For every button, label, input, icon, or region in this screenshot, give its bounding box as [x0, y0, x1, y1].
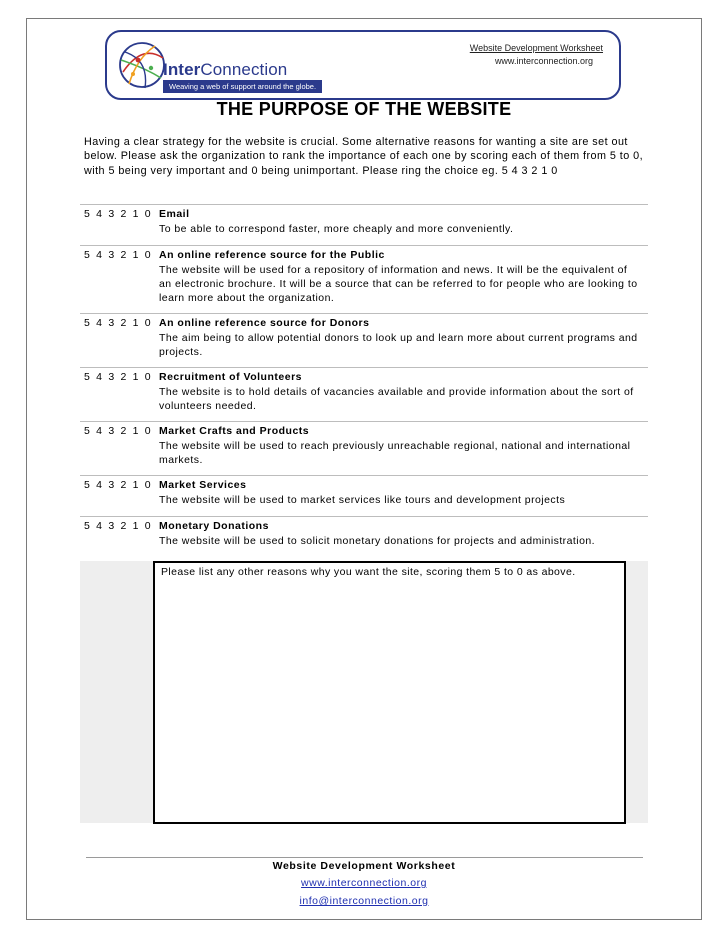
reason-row-email — [80, 204, 648, 239]
footer-divider — [86, 857, 643, 858]
rating-scale[interactable]: 5 4 3 2 1 0 — [84, 249, 153, 261]
rating-scale[interactable]: 5 4 3 2 1 0 — [84, 520, 153, 532]
reason-row-crafts-products — [80, 421, 648, 470]
other-reasons-input[interactable] — [153, 561, 626, 824]
reason-row-public-reference — [80, 245, 648, 308]
reason-description: The website will be used to market services like tours and development projects — [159, 493, 566, 506]
logo-tagline: Weaving a web of support around the globe. — [163, 80, 322, 93]
reason-title: Email — [159, 208, 190, 220]
reason-body — [159, 317, 643, 359]
banner-title: Website Development Worksheet — [469, 43, 603, 53]
reason-body — [159, 208, 643, 236]
reason-title: Monetary Donations — [159, 520, 269, 532]
rating-scale[interactable]: 5 4 3 2 1 0 — [84, 317, 153, 329]
logo-name-rest: Connection — [200, 60, 288, 79]
logo-name-bold: Inter — [163, 60, 201, 79]
footer-email-link[interactable]: info@interconnection.org — [299, 895, 429, 907]
footer — [0, 860, 728, 909]
reason-row-volunteers — [80, 367, 648, 416]
reason-body — [159, 425, 643, 467]
reason-title: An online reference source for Donors — [159, 317, 370, 329]
reason-description: The website will be used to reach previously unreachable regional, national and international markets. — [159, 439, 631, 466]
other-reasons-score-column — [80, 561, 153, 823]
reason-body — [159, 371, 643, 413]
other-reasons-margin — [626, 561, 648, 823]
reason-description: The aim being to allow potential donors to look up and learn more about current programs and projects. — [159, 331, 638, 358]
logo-wordmark — [163, 60, 287, 80]
rating-scale[interactable]: 5 4 3 2 1 0 — [84, 371, 153, 383]
header-banner — [105, 30, 621, 100]
banner-url: www.interconnection.org — [494, 56, 593, 66]
reason-title: Market Crafts and Products — [159, 425, 310, 437]
footer-website-link[interactable]: www.interconnection.org — [301, 877, 427, 889]
rating-scale[interactable]: 5 4 3 2 1 0 — [84, 425, 153, 437]
reason-body — [159, 479, 643, 507]
reason-description: The website will be used to solicit monetary donations for projects and administration. — [159, 534, 596, 547]
reason-description: To be able to correspond faster, more cheaply and more conveniently. — [159, 222, 514, 235]
footer-title: Website Development Worksheet — [272, 860, 456, 872]
intro-paragraph: Having a clear strategy for the website is crucial. Some alternative reasons for wanting a site are set out below. Please ask the organization to rank the importance of each one by scoring each of them from 5 to 0, with 5 being very important and 0 being unimportant. Please ring the choice eg. 5 4 3 2 1 0 — [84, 136, 644, 177]
rating-scale[interactable]: 5 4 3 2 1 0 — [84, 479, 153, 491]
reason-description: The website will be used for a repository of information and news. It will be the equivalent of an electronic brochure. It will be a source that can be referred to for people who are looking to learn more about the organization. — [159, 263, 638, 304]
reason-row-donor-reference — [80, 313, 648, 362]
page-title: THE PURPOSE OF THE WEBSITE — [216, 99, 512, 119]
reason-row-services — [80, 475, 648, 510]
reason-body — [159, 249, 643, 305]
other-reasons-prompt: Please list any other reasons why you want the site, scoring them 5 to 0 as above. — [161, 566, 576, 578]
rating-scale[interactable]: 5 4 3 2 1 0 — [84, 208, 153, 220]
reason-description: The website is to hold details of vacancies available and provide information about the sort of volunteers needed. — [159, 385, 634, 412]
reason-title: Recruitment of Volunteers — [159, 371, 302, 383]
reason-title: Market Services — [159, 479, 247, 491]
globe-logo-icon — [115, 38, 169, 92]
reason-body — [159, 520, 643, 548]
reason-title: An online reference source for the Public — [159, 249, 385, 261]
reason-row-donations — [80, 516, 648, 557]
